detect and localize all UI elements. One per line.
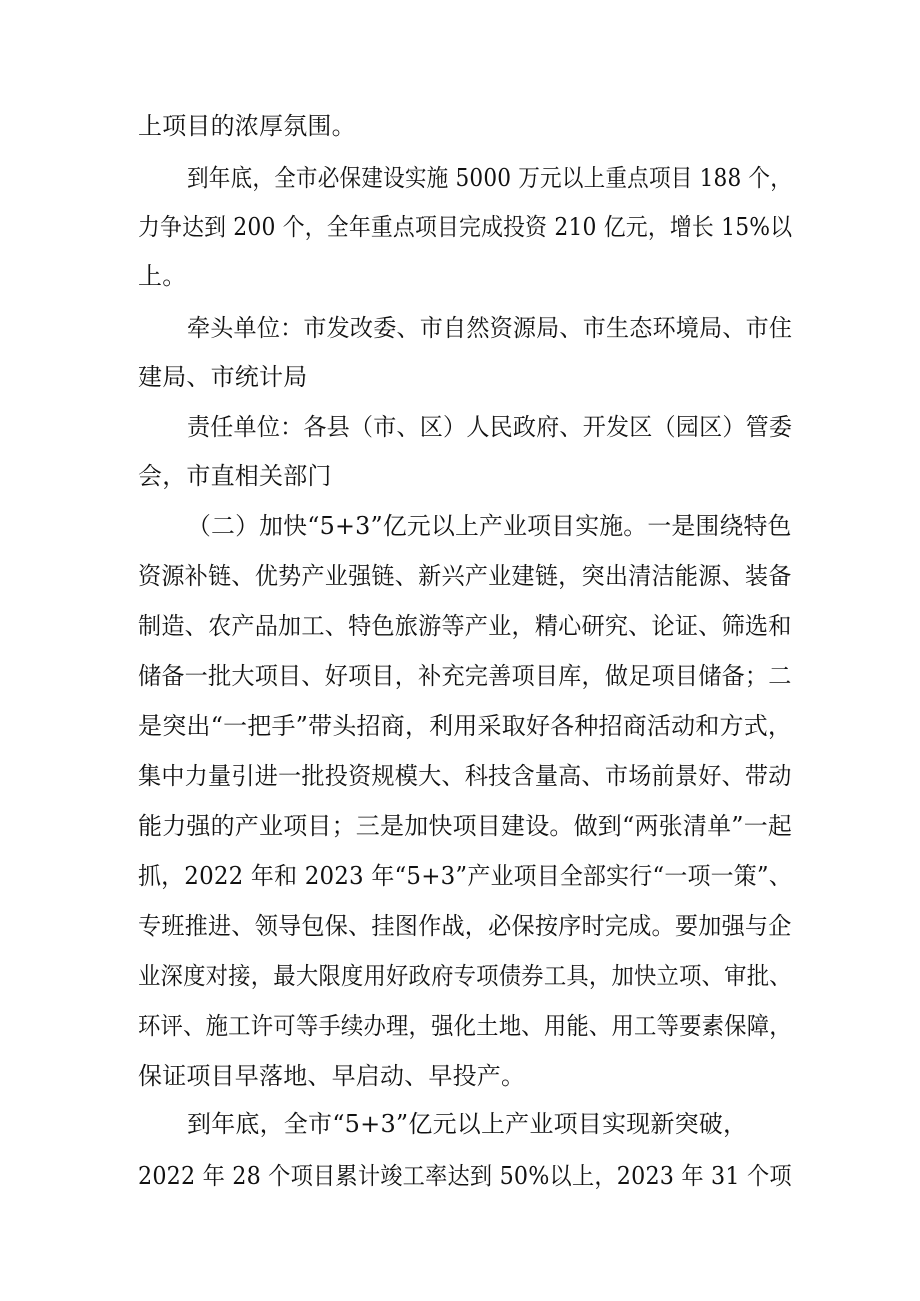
text-line: 到年底，全市“5+3”亿元以上产业项目实现新突破， [187,1110,748,1138]
text-line: 资源补链、优势产业强链、新兴产业建链，突出清洁能源、装备 [138,562,792,590]
text-line: 储备一批大项目、好项目，补充完善项目库，做足项目储备；二 [138,662,792,690]
text-line: 制造、农产品加工、特色旅游等产业，精心研究、论证、筛选和 [138,612,792,640]
text-line: 保证项目早落地、早启动、早投产。 [138,1062,526,1090]
text-line: 是突出“一把手”带头招商，利用采取好各种招商活动和方式， [138,712,793,740]
text-line: 能力强的产业项目；三是加快项目建设。做到“两张清单”一起 [138,812,793,840]
text-line: 上项目的浓厚氛围。 [138,112,356,140]
text-line: 环评、施工许可等手续办理，强化土地、用能、用工等要素保障， [138,1012,792,1040]
text-line: 抓，2022 年和 2023 年“5+3”产业项目全部实行“一项一策”、 [138,862,792,890]
text-line: 上。 [138,262,187,290]
text-line: 会，市直相关部门 [138,462,332,490]
text-line: 专班推进、领导包保、挂图作战，必保按序时完成。要加强与企 [138,912,792,940]
text-line: 2022 年 28 个项目累计竣工率达到 50%以上，2023 年 31 个项 [138,1162,792,1190]
section-heading-line: （二）加快“5+3”亿元以上产业项目实施。一是围绕特色 [187,512,792,540]
text-line: 责任单位：各县（市、区）人民政府、开发区（园区）管委 [187,413,793,441]
text-line: 力争达到 200 个，全年重点项目完成投资 210 亿元，增长 15%以 [138,213,793,241]
text-line: 到年底，全市必保建设实施 5000 万元以上重点项目 188 个， [187,164,793,192]
text-line: 业深度对接，最大限度用好政府专项债券工具，加快立项、审批、 [138,962,792,990]
text-line: 牵头单位：市发改委、市自然资源局、市生态环境局、市住 [187,314,793,342]
text-line: 集中力量引进一批投资规模大、科技含量高、市场前景好、带动 [138,762,792,790]
text-line: 建局、市统计局 [138,363,308,391]
